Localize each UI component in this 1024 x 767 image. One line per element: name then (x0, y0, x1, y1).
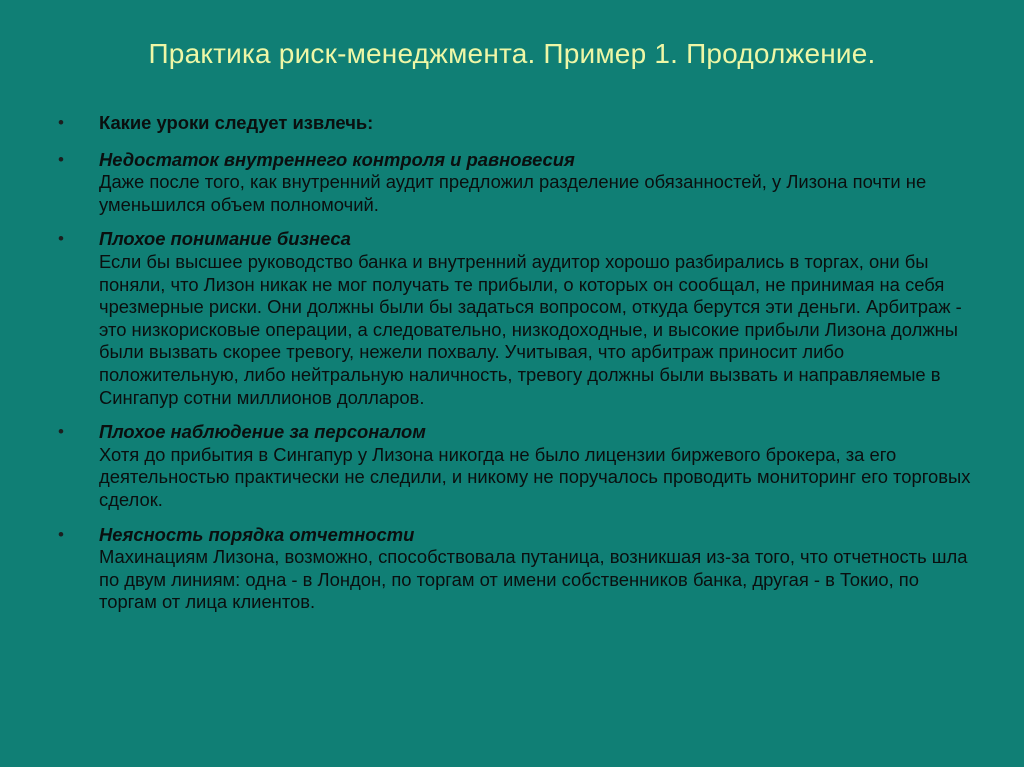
item-text: Хотя до прибытия в Сингапур у Лизона никогда не было лицензии биржевого брокера, за его деятельностью практически не следили, и никому не поручалось проводить мониторинг его торговых сделок. (99, 443, 971, 510)
list-item-business-understanding (54, 228, 974, 409)
list-item-internal-control (54, 149, 974, 217)
bullet-icon: • (58, 113, 64, 132)
intro-heading: Какие уроки следует извлечь: (99, 112, 374, 133)
item-text: Даже после того, как внутренний аудит предложил разделение обязанностей, у Лизона почти не уменьшился объем полномочий. (99, 171, 927, 215)
bullet-icon: • (58, 149, 64, 169)
slide-title: Практика риск-менеджмента. Пример 1. Продолжение. (148, 38, 876, 69)
bullet-icon: • (58, 229, 64, 249)
item-heading: Плохое понимание бизнеса (99, 228, 351, 250)
item-heading: Недостаток внутреннего контроля и равновесия (99, 148, 575, 170)
list-item-intro (54, 112, 974, 135)
item-heading: Плохое наблюдение за персоналом (99, 421, 426, 443)
lessons-list (54, 112, 974, 626)
item-text: Махинациям Лизона, возможно, способствовала путаница, возникшая из-за того, что отчетность шла по двум линиям: одна - в Лондон, по торгам от имени собственников банка, другая - в Токио, по торгам от лица клиентов. (99, 546, 968, 613)
bullet-icon: • (58, 422, 64, 442)
list-item-staff-supervision (54, 421, 974, 511)
item-heading: Неясность порядка отчетности (99, 523, 415, 545)
item-text: Если бы высшее руководство банка и внутренний аудитор хорошо разбирались в торгах, они бы поняли, что Лизон никак не мог получать те прибыли, о которых он сообщал, не принимая на себя чрезмерные риски. Они должны были бы задаться вопросом, откуда берутся эти деньги. Арбитраж - это низкорисковые операции, а следовательно, низкодоходные, и высокие прибыли Лизона должны были вызвать скорее тревогу, нежели похвалу. Учитывая, что арбитраж приносит либо положительную, либо нейтральную наличность, тревогу должны были вызвать и направляемые в Сингапур сотни миллионов долларов. (99, 250, 962, 408)
list-item-reporting-clarity (54, 524, 974, 614)
bullet-icon: • (58, 524, 64, 544)
